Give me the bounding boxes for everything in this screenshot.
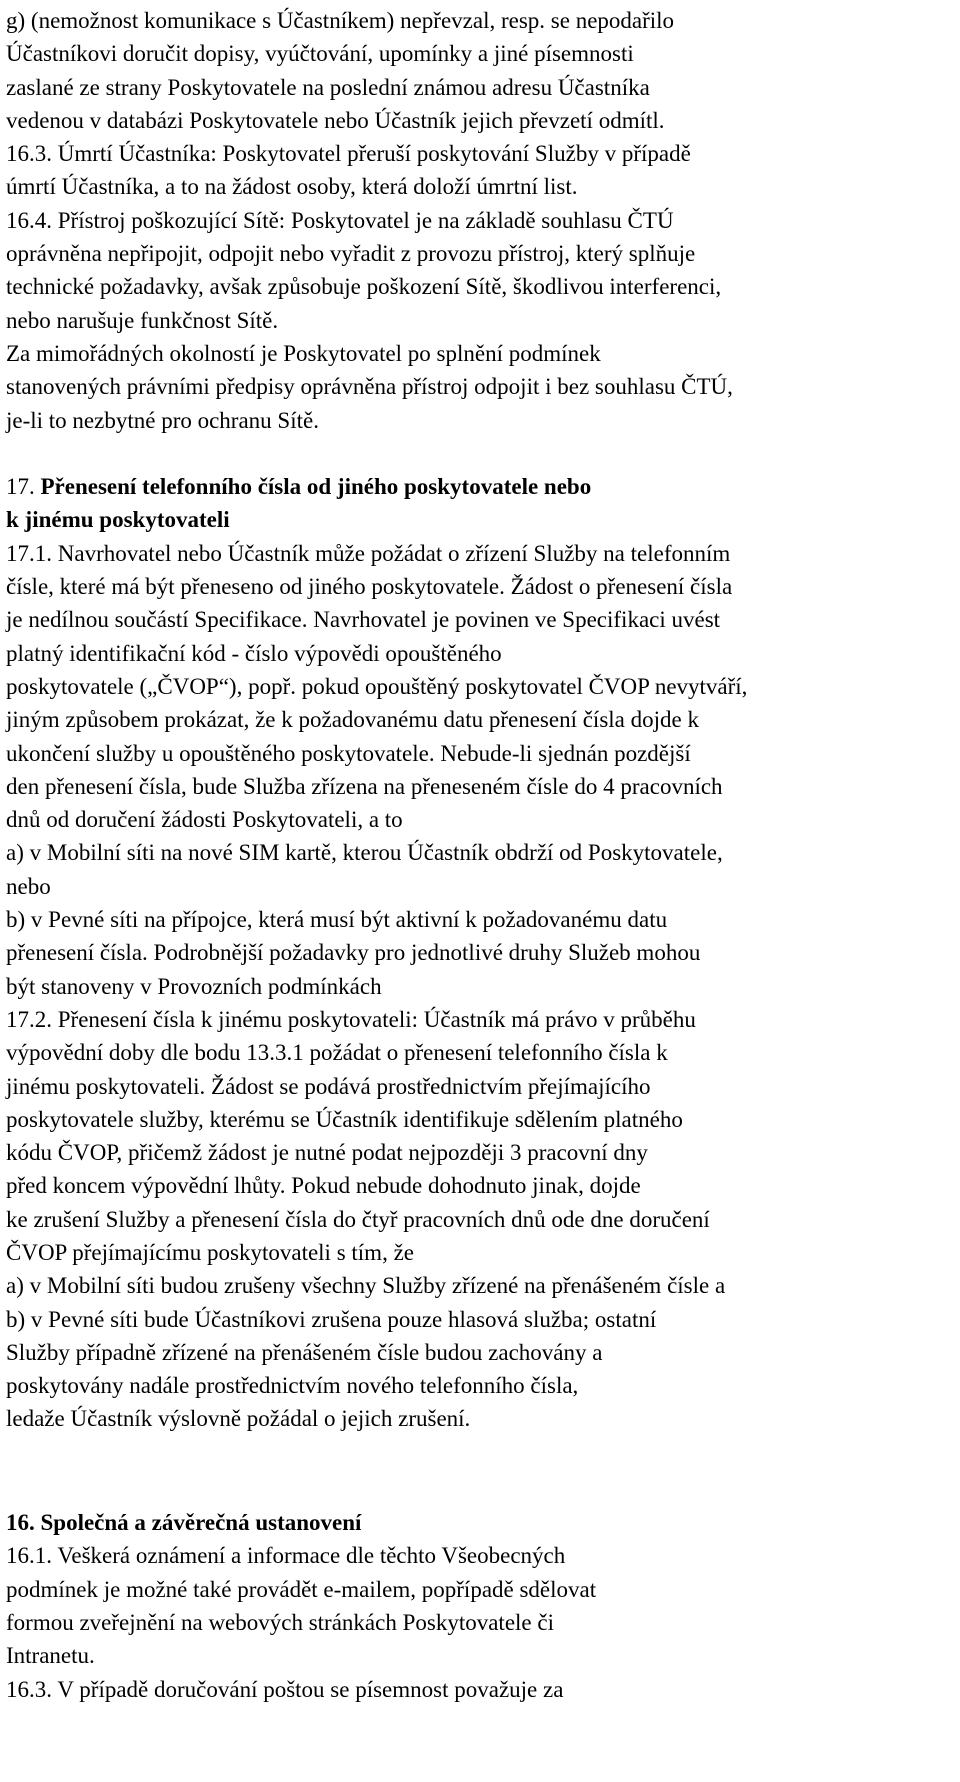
text-line: 17.1. Navrhovatel nebo Účastník může požádat o zřízení Služby na telefonním	[6, 540, 731, 566]
text-line: stanovených právními předpisy oprávněna přístroj odpojit i bez souhlasu ČTÚ,	[6, 374, 733, 400]
text-line: vedenou v databázi Poskytovatele nebo Účastník jejich převzetí odmítl.	[6, 107, 665, 133]
text-line: nebo narušuje funkčnost Sítě.	[6, 307, 279, 333]
paragraph-16-3	[6, 137, 946, 204]
text-line: oprávněna nepřipojit, odpojit nebo vyřadit z provozu přístroj, který splňuje	[6, 241, 696, 267]
text-line: Intranetu.	[6, 1643, 95, 1669]
paragraph-16-4	[6, 204, 946, 337]
text-line: a) v Mobilní síti na nové SIM kartě, kterou Účastník obdrží od Poskytovatele,	[6, 840, 723, 866]
text-line: platný identifikační kód - číslo výpovědi opouštěného	[6, 640, 502, 666]
text-line: technické požadavky, avšak způsobuje poškození Sítě, škodlivou interferenci,	[6, 274, 722, 300]
text-line: čísle, které má být přeneseno od jiného poskytovatele. Žádost o přenesení čísla	[6, 574, 733, 600]
text-line: Služby případně zřízené na přenášeném čísle budou zachovány a	[6, 1339, 603, 1365]
text-line: kódu ČVOP, přičemž žádost je nutné podat nejpozději 3 pracovní dny	[6, 1140, 648, 1166]
text-line: ke zrušení Služby a přenesení čísla do čtyř pracovních dnů ode dne doručení	[6, 1206, 710, 1232]
text-line: výpovědní doby dle bodu 13.3.1 požádat o přenesení telefonního čísla k	[6, 1040, 668, 1066]
text-line: dnů od doručení žádosti Poskytovateli, a to	[6, 807, 403, 833]
section-title-continued: k jinému poskytovateli	[6, 507, 230, 533]
text-line: formou zveřejnění na webových stránkách Poskytovatele či	[6, 1609, 554, 1635]
section-16-heading	[6, 1506, 946, 1539]
text-line: je nedílnou součástí Specifikace. Navrhovatel je povinen ve Specifikaci uvést	[6, 607, 721, 633]
text-line: a) v Mobilní síti budou zrušeny všechny Služby zřízené na přenášeném čísle a	[6, 1273, 726, 1299]
text-line: úmrtí Účastníka, a to na žádost osoby, která doloží úmrtní list.	[6, 174, 578, 200]
text-line: nebo	[6, 873, 51, 899]
text-line: b) v Pevné síti na přípojce, která musí být aktivní k požadovanému datu	[6, 907, 668, 933]
text-line: g) (nemožnost komunikace s Účastníkem) nepřevzal, resp. se nepodařilo	[6, 8, 675, 33]
paragraph-16-3-partial	[6, 1673, 946, 1706]
text-line: 16.4. Přístroj poškozující Sítě: Poskytovatel je na základě souhlasu ČTÚ	[6, 207, 674, 233]
text-line: jinému poskytovateli. Žádost se podává prostřednictvím přejímajícího	[6, 1073, 651, 1099]
text-line: poskytovatele („ČVOP“), popř. pokud opouštěný poskytovatel ČVOP nevytváří,	[6, 673, 748, 699]
text-line: poskytovatele služby, kterému se Účastník identifikuje sdělením platného	[6, 1106, 683, 1132]
text-line: poskytovány nadále prostřednictvím nového telefonního čísla,	[6, 1373, 579, 1399]
text-line: 16.1. Veškerá oznámení a informace dle těchto Všeobecných	[6, 1543, 566, 1569]
section-number: 16.	[6, 1510, 35, 1536]
text-line: 16.3. Úmrtí Účastníka: Poskytovatel přeruší poskytování Služby v případě	[6, 141, 691, 167]
section-title: Společná a závěrečná ustanovení	[40, 1510, 362, 1536]
text-line: být stanoveny v Provozních podmínkách	[6, 973, 382, 999]
text-line: 17.2. Přenesení čísla k jinému poskytovateli: Účastník má právo v průběhu	[6, 1006, 696, 1032]
paragraph-16-4-continued	[6, 337, 946, 437]
text-line: den přenesení čísla, bude Služba zřízena na přeneseném čísle do 4 pracovních	[6, 773, 723, 799]
text-line: před koncem výpovědní lhůty. Pokud nebude dohodnuto jinak, dojde	[6, 1173, 641, 1199]
section-17-heading	[6, 470, 946, 537]
paragraph-17-2	[6, 1003, 946, 1436]
section-heading-line	[6, 470, 946, 503]
section-heading-line	[6, 1506, 946, 1539]
text-line: ukončení služby u opouštěného poskytovatele. Nebude-li sjednán pozdější	[6, 740, 691, 766]
text-line: jiným způsobem prokázat, že k požadovanému datu přenesení čísla dojde k	[6, 707, 699, 733]
section-number: 17.	[6, 474, 35, 500]
paragraph-16-1	[6, 1539, 946, 1672]
text-line: je-li to nezbytné pro ochranu Sítě.	[6, 407, 319, 433]
text-line: b) v Pevné síti bude Účastníkovi zrušena pouze hlasová služba; ostatní	[6, 1306, 657, 1332]
spacer	[6, 1473, 946, 1506]
text-line: zaslané ze strany Poskytovatele na poslední známou adresu Účastníka	[6, 74, 650, 100]
text-line: ledaže Účastník výslovně požádal o jejich zrušení.	[6, 1406, 471, 1432]
text-line: Za mimořádných okolností je Poskytovatel po splnění podmínek	[6, 340, 601, 366]
spacer	[6, 1436, 946, 1473]
paragraph-17-1	[6, 537, 946, 1003]
section-title: Přenesení telefonního čísla od jiného poskytovatele nebo	[40, 474, 592, 500]
paragraph-16-2g	[6, 4, 946, 137]
spacer	[6, 437, 946, 470]
text-line: podmínek je možné také provádět e-mailem, popřípadě sdělovat	[6, 1576, 597, 1602]
text-line: ČVOP přejímajícímu poskytovateli s tím, že	[6, 1239, 414, 1265]
text-line: přenesení čísla. Podrobnější požadavky pro jednotlivé druhy Služeb mohou	[6, 940, 701, 966]
text-line: 16.3. V případě doručování poštou se písemnost považuje za	[6, 1676, 564, 1702]
text-line: Účastníkovi doručit dopisy, vyúčtování, upomínky a jiné písemnosti	[6, 41, 634, 67]
